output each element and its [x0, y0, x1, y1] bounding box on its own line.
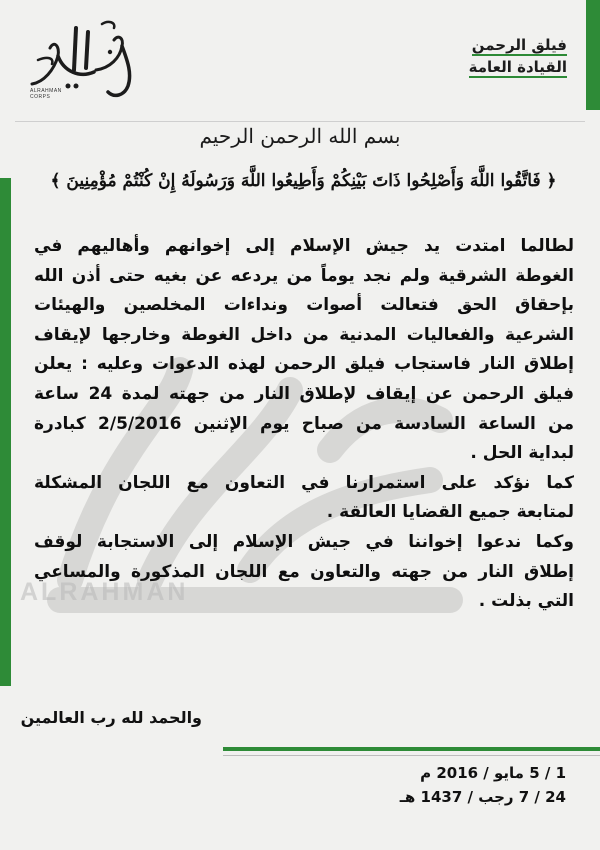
- body-line: لطالما امتدت يد جيش الإسلام إلى إخوانهم وأهاليهم في: [34, 236, 574, 256]
- letterhead: [0, 0, 600, 110]
- body-line: بإحقاق الحق فتعالت أصوات ونداءات المخلصين والهيئات: [34, 295, 574, 316]
- body-line: إطلاق النار فاستجاب فيلق الرحمن لهذه الدعوات وعليه : يعلن: [34, 354, 574, 375]
- body-line: كما نؤكد على استمرارنا في التعاون مع اللجان المشكلة: [34, 472, 574, 493]
- org-division: القيادة العامة: [468, 58, 567, 76]
- basmala: بسم الله الرحمن الرحيم: [199, 124, 401, 148]
- watermark-text: ALRAHMAN: [20, 578, 189, 606]
- quran-verse: ﴿ فَاتَّقُوا اللَّهَ وَأَصْلِحُوا ذَاتَ بَيْنِكُمْ وَأَطِيعُوا اللَّهَ وَرَسُولَهُ إِنْ كُنْتُمْ مُؤْمِنِينَ ﴾: [50, 171, 557, 191]
- body-line: إطلاق النار من جهته والتعاون مع اللجان المذكورة والمساعي: [34, 561, 574, 582]
- body-line: التي بذلت .: [478, 591, 574, 612]
- body-line: الغوطة الشرقية ولم نجد يوماً من يردعه عن بغيه حتى أذن الله: [34, 265, 574, 286]
- org-block: [469, 34, 567, 78]
- body-line: الشرعية والفعاليات المدنية من داخل الغوطة وخارجها لإيقاف: [34, 324, 574, 345]
- footer-divider-thin: [223, 755, 600, 756]
- body-line: وكما ندعوا إخواننا في جيش الإسلام إلى الاستجابة لوقف: [34, 531, 574, 552]
- date-gregorian: 1 / 5 مايو / 2016 م: [420, 764, 566, 782]
- date-hijri: 24 / 7 رجب / 1437 هـ: [399, 788, 566, 806]
- statement-body: [34, 232, 574, 617]
- body-line: لمتابعة جميع القضايا العالقة .: [326, 502, 574, 523]
- body-line: لبداية الحل .: [470, 443, 574, 464]
- closing-phrase: والحمد لله رب العالمين: [20, 708, 202, 727]
- accent-bar-top: [586, 0, 600, 110]
- body-line: من الساعة السادسة من صباح يوم الإثنين 2/5/2016 كبادرة: [34, 413, 574, 434]
- logo-caption: ALRAHMAN CORPS: [30, 88, 62, 100]
- body-line: فيلق الرحمن عن إيقاف لإطلاق النار من جهته لمدة 24 ساعة: [34, 383, 574, 404]
- accent-bar-side: [0, 178, 11, 686]
- org-name: فيلق الرحمن: [471, 36, 567, 54]
- footer-divider: [223, 747, 600, 751]
- header-divider: [15, 121, 585, 122]
